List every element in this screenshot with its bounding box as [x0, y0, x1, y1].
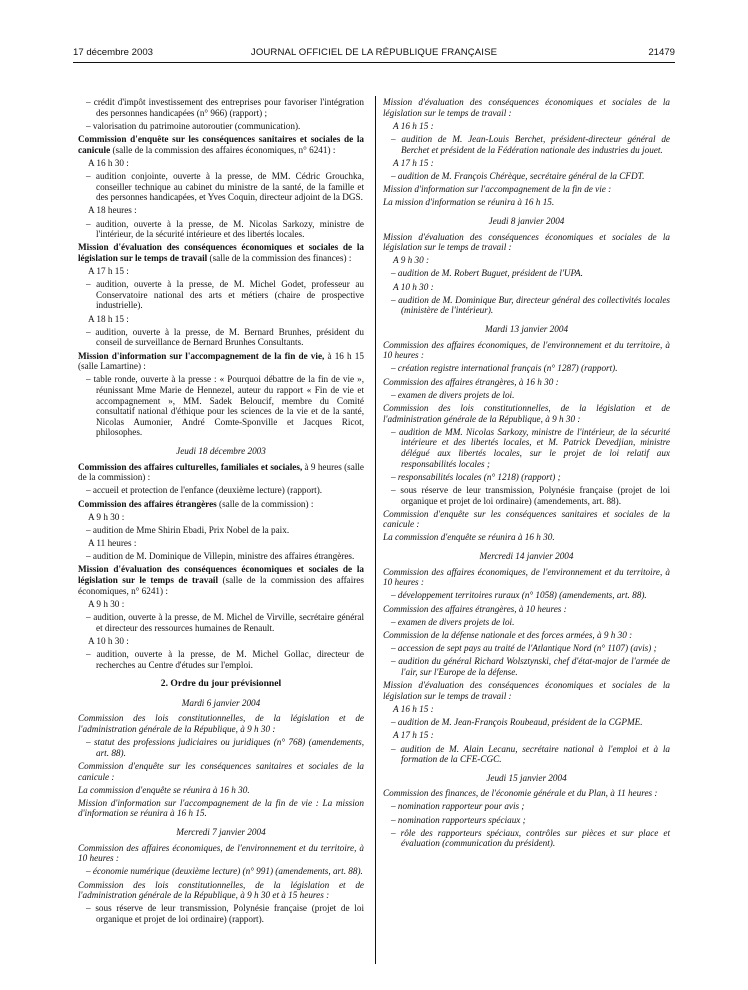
agenda-item: – valorisation du patrimoine autoroutier (communication). [86, 120, 301, 131]
time-slot: A 11 heures : [88, 538, 137, 549]
time-slot: A 17 h 15 : [393, 157, 434, 168]
agenda-item-text: audition de M. Alain Lecanu, secrétaire national à l'emploi et à la formation de la CFE-CGC. [400, 743, 671, 765]
agenda-item-text: audition du général Richard Wolsztynski, chef d'état-major de l'armée de l'air, sur l'Europe de la défense. [398, 656, 671, 677]
time-slot: A 17 h 15 : [393, 730, 434, 741]
agenda-item: – audition de MM. Nicolas Sarkozy, ministre de l'intérieur, de la sécurité intérieure et des libertés locales, et M. Patrick Devedjian, ministre délégué aux libertés locales, sur le projet de loi relatif aux responsabilités locales ; [391, 426, 670, 469]
committee-location: à 16 h 15 (salle Lamartine) : [78, 350, 364, 372]
agenda-item-text: économie numérique (deuxième lecture) (n° 991) (amendements, art. 88). [92, 866, 363, 877]
body-paragraph: Commission des affaires étrangères, à 16 h 30 : [383, 376, 559, 387]
header-rule [73, 62, 675, 63]
body-paragraph: Commission des affaires économiques, de l'environnement et du territoire, à 10 heures : [78, 842, 364, 864]
left-column [78, 97, 364, 927]
body-paragraph: Commission des finances, de l'économie générale et du Plan, à 11 heures : [383, 788, 658, 799]
body-paragraph: Commission des lois constitutionnelles, de la législation et de l'administration générale de la République, à 9 h 30 et à 15 heures : [78, 879, 364, 901]
committee-entry [78, 351, 364, 372]
agenda-item: – table ronde, ouverte à la presse : « Pourquoi débattre de la fin de vie », réunissant Mme Marie de Hennezel, auteur du rapport « Fin de vie et accompagnement », MM. Sadek Beloucif, membre du Comité consultatif national d'éthique pour les sciences de la vie et de la santé, Nicolas Aumonier, André Comte-Sponville et Jacques Ricot, philosophes. [86, 374, 364, 438]
agenda-item-text: audition de M. François Chérèque, secrétaire général de la CFDT. [397, 170, 645, 181]
committee-entry [78, 499, 364, 510]
committee-location: (salle de la commission des finances) : [207, 252, 352, 263]
agenda-item: – développement territoires ruraux (n° 1058) (amendements, art. 88). [391, 590, 647, 601]
committee-location: (salle de la commission des affaires économiques, n° 6241) : [110, 144, 336, 155]
agenda-item-text: sous réserve de leur transmission, Polynésie française (projet de loi organique et projet de loi ordinaire) (amendements, art. 88). [400, 484, 670, 506]
agenda-item-text: développement territoires ruraux (n° 1058) (amendements, art. 88). [397, 590, 647, 601]
time-slot: A 10 h 30 : [393, 281, 434, 292]
agenda-item-text: audition de M. Jean-Louis Berchet, président-directeur général de Berchet et président de la Fédération nationale des industries du jouet. [401, 133, 670, 155]
body-paragraph: Commission d'enquête sur les conséquences sanitaires et sociales de la canicule : [383, 508, 670, 530]
agenda-item: – audition, ouverte à la presse, de M. Michel Gollac, directeur de recherches au Centre d'études sur l'emploi. [86, 648, 365, 670]
committee-location: (salle de la commission des affaires économiques, n° 6241) : [78, 575, 364, 596]
agenda-item: – examen de divers projets de loi. [391, 389, 515, 400]
committee-name: Mission d'évaluation des conséquences économiques et sociales de la législation sur le temps de travail [78, 564, 364, 586]
agenda-item-text: accueil et protection de l'enfance (deuxième lecture) (rapport). [92, 485, 323, 496]
body-paragraph: Commission d'enquête sur les conséquences sanitaires et sociales de la canicule : [78, 760, 364, 782]
agenda-item-text: examen de divers projets de loi. [397, 389, 515, 400]
committee-name: Commission des affaires étrangères [78, 498, 217, 509]
committee-name: Mission d'évaluation des conséquences économiques et sociales de la législation sur le temps de travail [78, 242, 364, 263]
body-paragraph: Commission des affaires étrangères, à 10 heures : [383, 603, 567, 614]
time-slot: A 18 h 15 : [88, 313, 129, 324]
committee-entry [78, 462, 364, 483]
agenda-item-text: nomination rapporteur pour avis ; [397, 801, 525, 812]
agenda-item-text: sous réserve de leur transmission, Polynésie française (projet de loi organique et projet de loi ordinaire) (rapport). [95, 903, 364, 924]
committee-entry [78, 134, 364, 155]
agenda-item-text: audition, ouverte à la presse, de M. Nicolas Sarkozy, ministre de l'intérieur, de la sécurité intérieure et des libertés locales. [96, 218, 365, 240]
time-slot: A 18 heures : [88, 205, 137, 216]
agenda-item: – sous réserve de leur transmission, Polynésie française (projet de loi organique et projet de loi ordinaire) (rapport). [86, 903, 364, 924]
agenda-item-text: table ronde, ouverte à la presse : « Pourquoi débattre de la fin de vie », réunissant Mme Marie de Hennezel, auteur du rapport « Fin de vie et accompagnement », MM. Sadek Beloucif, membre du Comité consultatif national d'éthique pour les sciences de la vie et de la santé, Nicolas Aumonier, André Comte-Sponville et Jacques Ricot, philosophes. [93, 374, 364, 438]
agenda-item: – audition, ouverte à la presse, de M. Michel de Virville, secrétaire général et directeur des ressources humaines de Renault. [86, 612, 364, 633]
agenda-item-text: valorisation du patrimoine autoroutier (communication). [92, 120, 301, 131]
date-heading: Jeudi 18 décembre 2003 [176, 445, 266, 456]
agenda-item: – statut des professions judiciaires ou juridiques (n° 768) (amendements, art. 88). [86, 737, 365, 758]
time-slot: A 17 h 15 : [88, 266, 129, 277]
body-paragraph: La mission d'information se réunira à 16 h 15. [383, 197, 555, 208]
agenda-item: – audition de M. Jean-Louis Berchet, président-directeur général de Berchet et président de la Fédération nationale des industries du jouet. [391, 133, 670, 155]
agenda-item: – audition de M. Jean-François Roubeaud, président de la CGPME. [391, 717, 643, 728]
agenda-item: – audition de M. Alain Lecanu, secrétaire national à l'emploi et à la formation de la CFE-CGC. [391, 743, 671, 765]
agenda-item: – rôle des rapporteurs spéciaux, contrôles sur pièces et sur place et évaluation (communication du président). [391, 827, 671, 849]
agenda-item-text: audition, ouverte à la presse, de M. Bernard Brunhes, président du conseil de surveillance de Bernard Brunhes Consultants. [95, 326, 365, 348]
committee-entry [78, 242, 364, 263]
agenda-item: – création registre international français (n° 1287) (rapport). [391, 363, 618, 374]
agenda-item-text: responsabilités locales (n° 1218) (rapport) ; [397, 471, 561, 482]
agenda-item: – audition de Mme Shirin Ebadi, Prix Nobel de la paix. [86, 524, 290, 535]
body-paragraph: Commission des lois constitutionnelles, de la législation et de l'administration générale de la République, à 9 h 30 : [383, 402, 670, 424]
journal-title: JOURNAL OFFICIEL DE LA RÉPUBLIQUE FRANÇAISE [250, 47, 498, 58]
date-heading: Jeudi 8 janvier 2004 [488, 215, 565, 226]
time-slot: A 10 h 30 : [88, 635, 129, 646]
committee-name: Commission des affaires culturelles, familiales et sociales, [78, 461, 303, 472]
agenda-item: – accession de sept pays au traité de l'Atlantique Nord (n° 1107) (avis) ; [391, 643, 657, 654]
agenda-item: – audition, ouverte à la presse, de M. Bernard Brunhes, président du conseil de surveillance de Bernard Brunhes Consultants. [86, 326, 365, 348]
time-slot: A 16 h 30 : [88, 157, 129, 168]
body-paragraph: Mission d'évaluation des conséquences économiques et sociales de la législation sur le temps de travail : [383, 680, 670, 701]
body-paragraph: La commission d'enquête se réunira à 16 h 30. [78, 784, 250, 795]
agenda-item-text: nomination rapporteurs spéciaux ; [397, 814, 526, 825]
agenda-item: – nomination rapporteurs spéciaux ; [391, 814, 526, 825]
agenda-item: – audition conjointe, ouverte à la presse, de MM. Cédric Grouchka, conseiller technique au cabinet du ministre de la santé, de la famille et des personnes handicapées, et Yves Coquin, directeur adjoint de la DGS. [86, 170, 364, 203]
time-slot: A 9 h 30 : [393, 255, 430, 266]
body-paragraph: La commission d'enquête se réunira à 16 h 30. [383, 532, 555, 543]
body-paragraph: Mission d'information sur l'accompagnement de la fin de vie : [383, 184, 612, 195]
agenda-item-text: accession de sept pays au traité de l'Atlantique Nord (n° 1107) (avis) ; [397, 643, 657, 654]
committee-location: à 9 heures (salle de la commission) : [78, 461, 365, 483]
agenda-item-text: audition conjointe, ouverte à la presse, de MM. Cédric Grouchka, conseiller technique au cabinet du ministre de la santé, de la famille et des personnes handicapées, et Yves Coquin, directeur adjoint de la DGS. [95, 170, 364, 203]
time-slot: A 16 h 15 : [393, 120, 434, 131]
agenda-item: – audition du général Richard Wolsztynski, chef d'état-major de l'armée de l'air, sur l'Europe de la défense. [391, 656, 671, 677]
agenda-item-text: audition de MM. Nicolas Sarkozy, ministre de l'intérieur, de la sécurité intérieure et des libertés locales, et M. Patrick Devedjian, ministre délégué aux libertés locales, sur le projet de loi relatif aux responsabilités locales ; [398, 426, 670, 469]
committee-name: Mission d'information sur l'accompagnement de la fin de vie, [78, 350, 325, 361]
date-heading: Mardi 13 janvier 2004 [484, 324, 569, 335]
agenda-item: – audition de M. Dominique Bur, directeur général des collectivités locales (ministère de l'intérieur). [391, 294, 670, 316]
date-heading: Mardi 6 janvier 2004 [181, 697, 261, 708]
date-heading: Mercredi 7 janvier 2004 [176, 827, 266, 838]
agenda-item-text: création registre international français (n° 1287) (rapport). [397, 363, 618, 374]
agenda-item-text: rôle des rapporteurs spéciaux, contrôles sur pièces et sur place et évaluation (communication du président). [400, 827, 671, 849]
agenda-item-text: audition de M. Jean-François Roubeaud, président de la CGPME. [397, 717, 643, 728]
page-header [73, 47, 675, 63]
agenda-item-text: audition de M. Dominique Bur, directeur général des collectivités locales (ministère de l'intérieur). [398, 294, 670, 316]
agenda-item: – crédit d'impôt investissement des entreprises pour favoriser l'intégration des personnes handicapées (n° 966) (rapport) ; [86, 97, 365, 118]
agenda-item-text: crédit d'impôt investissement des entreprises pour favoriser l'intégration des personnes handicapées (n° 966) (rapport) ; [93, 97, 365, 118]
time-slot: A 16 h 15 : [393, 703, 434, 714]
agenda-item: – audition, ouverte à la presse, de M. Michel Godet, professeur au Conservatoire national des arts et métiers (chaire de prospective industrielle). [86, 279, 364, 311]
committee-entry [78, 564, 364, 596]
agenda-item-text: audition, ouverte à la presse, de M. Michel de Virville, secrétaire général et directeur des ressources humaines de Renault. [93, 612, 364, 633]
agenda-item: – audition de M. François Chérèque, secrétaire général de la CFDT. [391, 170, 645, 181]
agenda-item: – accueil et protection de l'enfance (deuxième lecture) (rapport). [86, 485, 323, 496]
agenda-item-text: audition de Mme Shirin Ebadi, Prix Nobel de la paix. [92, 524, 290, 535]
header-date: 17 décembre 2003 [73, 47, 154, 58]
agenda-item: – responsabilités locales (n° 1218) (rapport) ; [391, 471, 561, 482]
column-divider [375, 96, 376, 964]
agenda-item-text: examen de divers projets de loi. [397, 616, 515, 627]
section-title: 2. Ordre du jour prévisionnel [160, 678, 282, 690]
agenda-item: – audition de M. Dominique de Villepin, ministre des affaires étrangères. [86, 551, 355, 562]
body-paragraph: Commission de la défense nationale et des forces armées, à 9 h 30 : [383, 630, 633, 640]
body-paragraph: Mission d'évaluation des conséquences économiques et sociales de la législation sur le temps de travail : [383, 97, 670, 118]
agenda-item: – sous réserve de leur transmission, Polynésie française (projet de loi organique et projet de loi ordinaire) (amendements, art. 88). [391, 484, 670, 506]
agenda-item: – examen de divers projets de loi. [391, 616, 515, 627]
time-slot: A 9 h 30 : [88, 598, 125, 609]
body-paragraph: Commission des lois constitutionnelles, de la législation et de l'administration générale de la République, à 9 h 30 : [78, 713, 364, 734]
right-column [383, 97, 670, 852]
agenda-item: – audition, ouverte à la presse, de M. Nicolas Sarkozy, ministre de l'intérieur, de la sécurité intérieure et des libertés locales. [86, 218, 365, 240]
body-paragraph: Commission des affaires économiques, de l'environnement et du territoire, à 10 heures : [383, 339, 670, 361]
committee-name: Commission d'enquête sur les conséquences sanitaires et sociales de la canicule [78, 133, 364, 155]
agenda-item-text: audition, ouverte à la presse, de M. Michel Gollac, directeur de recherches au Centre d'études sur l'emploi. [96, 648, 365, 670]
page-number: 21479 [648, 47, 675, 58]
agenda-item-text: audition de M. Robert Buguet, président de l'UPA. [397, 268, 583, 279]
agenda-item-text: statut des professions judiciaires ou juridiques (n° 768) (amendements, art. 88). [93, 737, 365, 758]
date-heading: Mercredi 14 janvier 2004 [479, 551, 574, 562]
time-slot: A 9 h 30 : [88, 511, 125, 522]
agenda-item-text: audition, ouverte à la presse, de M. Michel Godet, professeur au Conservatoire national des arts et métiers (chaire de prospective industrielle). [96, 279, 364, 311]
committee-location: (salle de la commission) : [216, 498, 314, 509]
date-heading: Jeudi 15 janvier 2004 [486, 772, 567, 783]
agenda-item-text: audition de M. Dominique de Villepin, ministre des affaires étrangères. [92, 551, 355, 562]
body-paragraph: Mission d'information sur l'accompagnement de la fin de vie : La mission d'information se réunira à 16 h 15. [78, 797, 364, 819]
body-paragraph: Mission d'évaluation des conséquences économiques et sociales de la législation sur le temps de travail : [383, 231, 670, 253]
agenda-item: – nomination rapporteur pour avis ; [391, 801, 525, 812]
body-paragraph: Commission des affaires économiques, de l'environnement et du territoire, à 10 heures : [383, 566, 670, 588]
agenda-item: – économie numérique (deuxième lecture) (n° 991) (amendements, art. 88). [86, 866, 363, 877]
agenda-item: – audition de M. Robert Buguet, président de l'UPA. [391, 268, 583, 279]
